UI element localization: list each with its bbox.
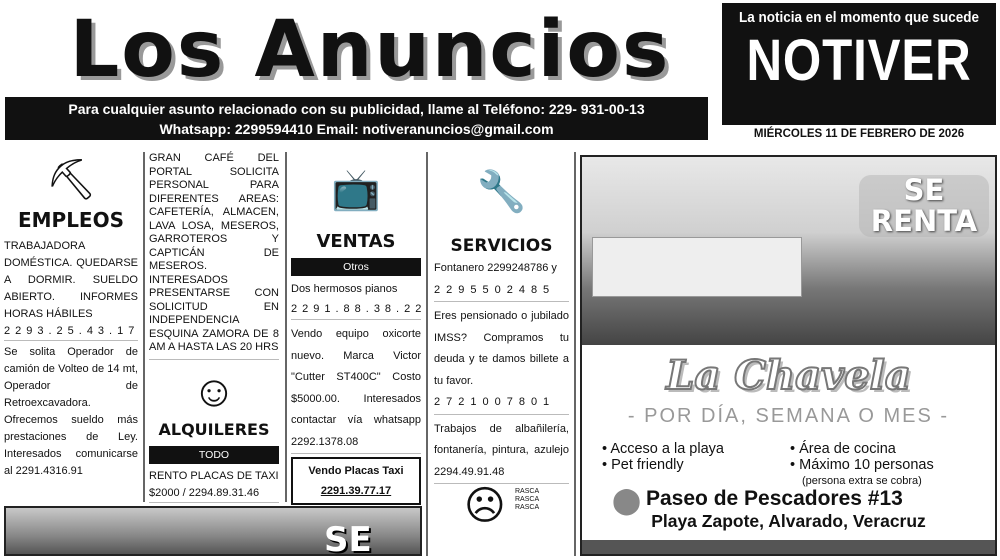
classified-ad: GRAN CAFÉ DEL PORTAL SOLICITA PERSONAL PARA DIFERENTES AREAS: CAFETERÍA, ALMACEN, LAVA LOSA, MESEROS, GARROTEROS Y CAPTICÁN DE MESEROS. INTERESADOS PRESENTARSE CON SOLICITUD EN INDEPENDENCIA ESQUINA ZAMORA DE 8 AM A HASTA LAS 20 HRS — [149, 152, 279, 360]
ventas-column — [291, 152, 427, 505]
empleos-alquileres-column — [149, 152, 279, 503]
sellers-cartoon-icon: 📺 — [331, 168, 381, 213]
rental-advertisement — [580, 155, 997, 556]
rental-photo-banner — [4, 506, 422, 560]
section-heading-empleos: EMPLEOS — [17, 208, 125, 232]
brand-box — [722, 3, 996, 125]
feature-item: • Pet friendly — [602, 457, 684, 473]
classified-ad: Se solita Operador de camión de Volteo de 14 mt, Operador de Retroexcavadora. Ofrecemos sueldo más prestaciones de Ley. Interesados comunicarse al 2291.4316.91 — [4, 346, 138, 477]
banner-badge: SE — [324, 520, 372, 560]
divider — [574, 152, 576, 556]
features-right — [790, 441, 934, 489]
divider — [285, 152, 287, 502]
section-heading-ventas: VENTAS — [316, 231, 396, 252]
house-building — [592, 237, 802, 297]
bottom-photo-strip — [582, 540, 995, 554]
divider — [426, 152, 428, 556]
miner-cartoon-icon: ⛏ — [45, 157, 97, 202]
contact-whatsapp-email: Whatsapp: 2299594410 Email: notiveranuncios@gmail.com — [159, 121, 554, 137]
contact-banner — [5, 97, 708, 140]
ad-phone: 2293.25.43.17 — [4, 323, 138, 341]
section-heading-alquileres: ALQUILERES — [158, 419, 270, 439]
features-left — [602, 441, 724, 473]
issue-date: MIÉRCOLES 11 DE FEBRERO DE 2026 — [753, 128, 965, 140]
classified-ad: Dos hermosos pianos — [291, 283, 398, 295]
classified-ad: RENTO PLACAS DE TAXI — [149, 469, 279, 482]
empleos-column — [4, 152, 138, 480]
ad-phone: 2291.88.38.22 — [291, 300, 421, 321]
feature-item: • Máximo 10 personas — [790, 457, 934, 473]
address-line-2: Playa Zapote, Alvarado, Veracruz — [651, 511, 926, 531]
brand-tagline: La noticia en el momento que sucede — [738, 9, 980, 26]
section-heading-servicios: SERVICIOS — [450, 236, 553, 256]
address-line-1: Paseo de Pescadores #13 — [646, 487, 903, 510]
feature-item: • Área de cocina — [790, 441, 896, 457]
classified-ad: TRABAJADORA DOMÉSTICA. QUEDARSE A DORMIR. SUELDO ABIERTO. INFORMES HORAS HÁBILES — [4, 240, 138, 320]
publication-title: Los Anuncios — [69, 5, 671, 95]
property-name: La Chavela — [666, 352, 911, 399]
grinning-face-cartoon-icon: ☺ — [191, 366, 237, 416]
for-rent-badge: SE RENTA — [859, 175, 989, 237]
ad-phone: $2000 / 2294.89.31.46 — [149, 485, 279, 503]
feature-item: • Acceso a la playa — [602, 441, 724, 457]
ad-phone: 2295502485 — [434, 280, 569, 303]
category-bar: TODO — [149, 446, 279, 464]
brand-logo: NOTIVER — [746, 28, 972, 93]
cartoon-face: ☹ — [464, 484, 506, 528]
boxed-ad-title: Vendo Placas Taxi — [308, 465, 404, 477]
rental-period: - POR DÍA, SEMANA O MES - — [627, 405, 950, 427]
boxed-ad-phone: 2291.39.77.17 — [320, 485, 392, 497]
category-bar: Otros — [291, 258, 421, 276]
scratching-head-cartoon-icon — [434, 484, 569, 544]
contact-phone: Para cualquier asunto relacionado con su publicidad, llame al Teléfono: 229- 931-00-13 — [68, 101, 645, 117]
feature-note: (persona extra se cobra) — [802, 475, 922, 487]
house-photo — [582, 157, 995, 345]
boxed-ad — [291, 457, 421, 505]
classified-ad: Eres pensionado o jubilado IMSS? Compramos tu deuda y te damos billete a tu favor. — [434, 310, 569, 387]
divider — [143, 152, 145, 502]
classified-ad: Trabajos de albañilería, fontanería, pintura, azulejo 2294.49.91.48 — [434, 419, 569, 485]
classified-ad: Fontanero 2299248786 y — [434, 262, 557, 274]
cartoon-caption: RASCA RASCA RASCA — [515, 488, 540, 511]
servicios-column — [434, 152, 569, 544]
handyman-cartoon-icon: 🔧 — [476, 170, 527, 215]
ad-phone: 2721007801 — [434, 392, 569, 415]
classified-ad: Vendo equipo oxicorte nuevo. Marca Victor "Cutter ST400C" Costo $5000.00. Interesados contactar vía whatsapp 2292.1378.08 — [291, 324, 421, 454]
location-pin-icon: ⬤ — [612, 485, 642, 515]
